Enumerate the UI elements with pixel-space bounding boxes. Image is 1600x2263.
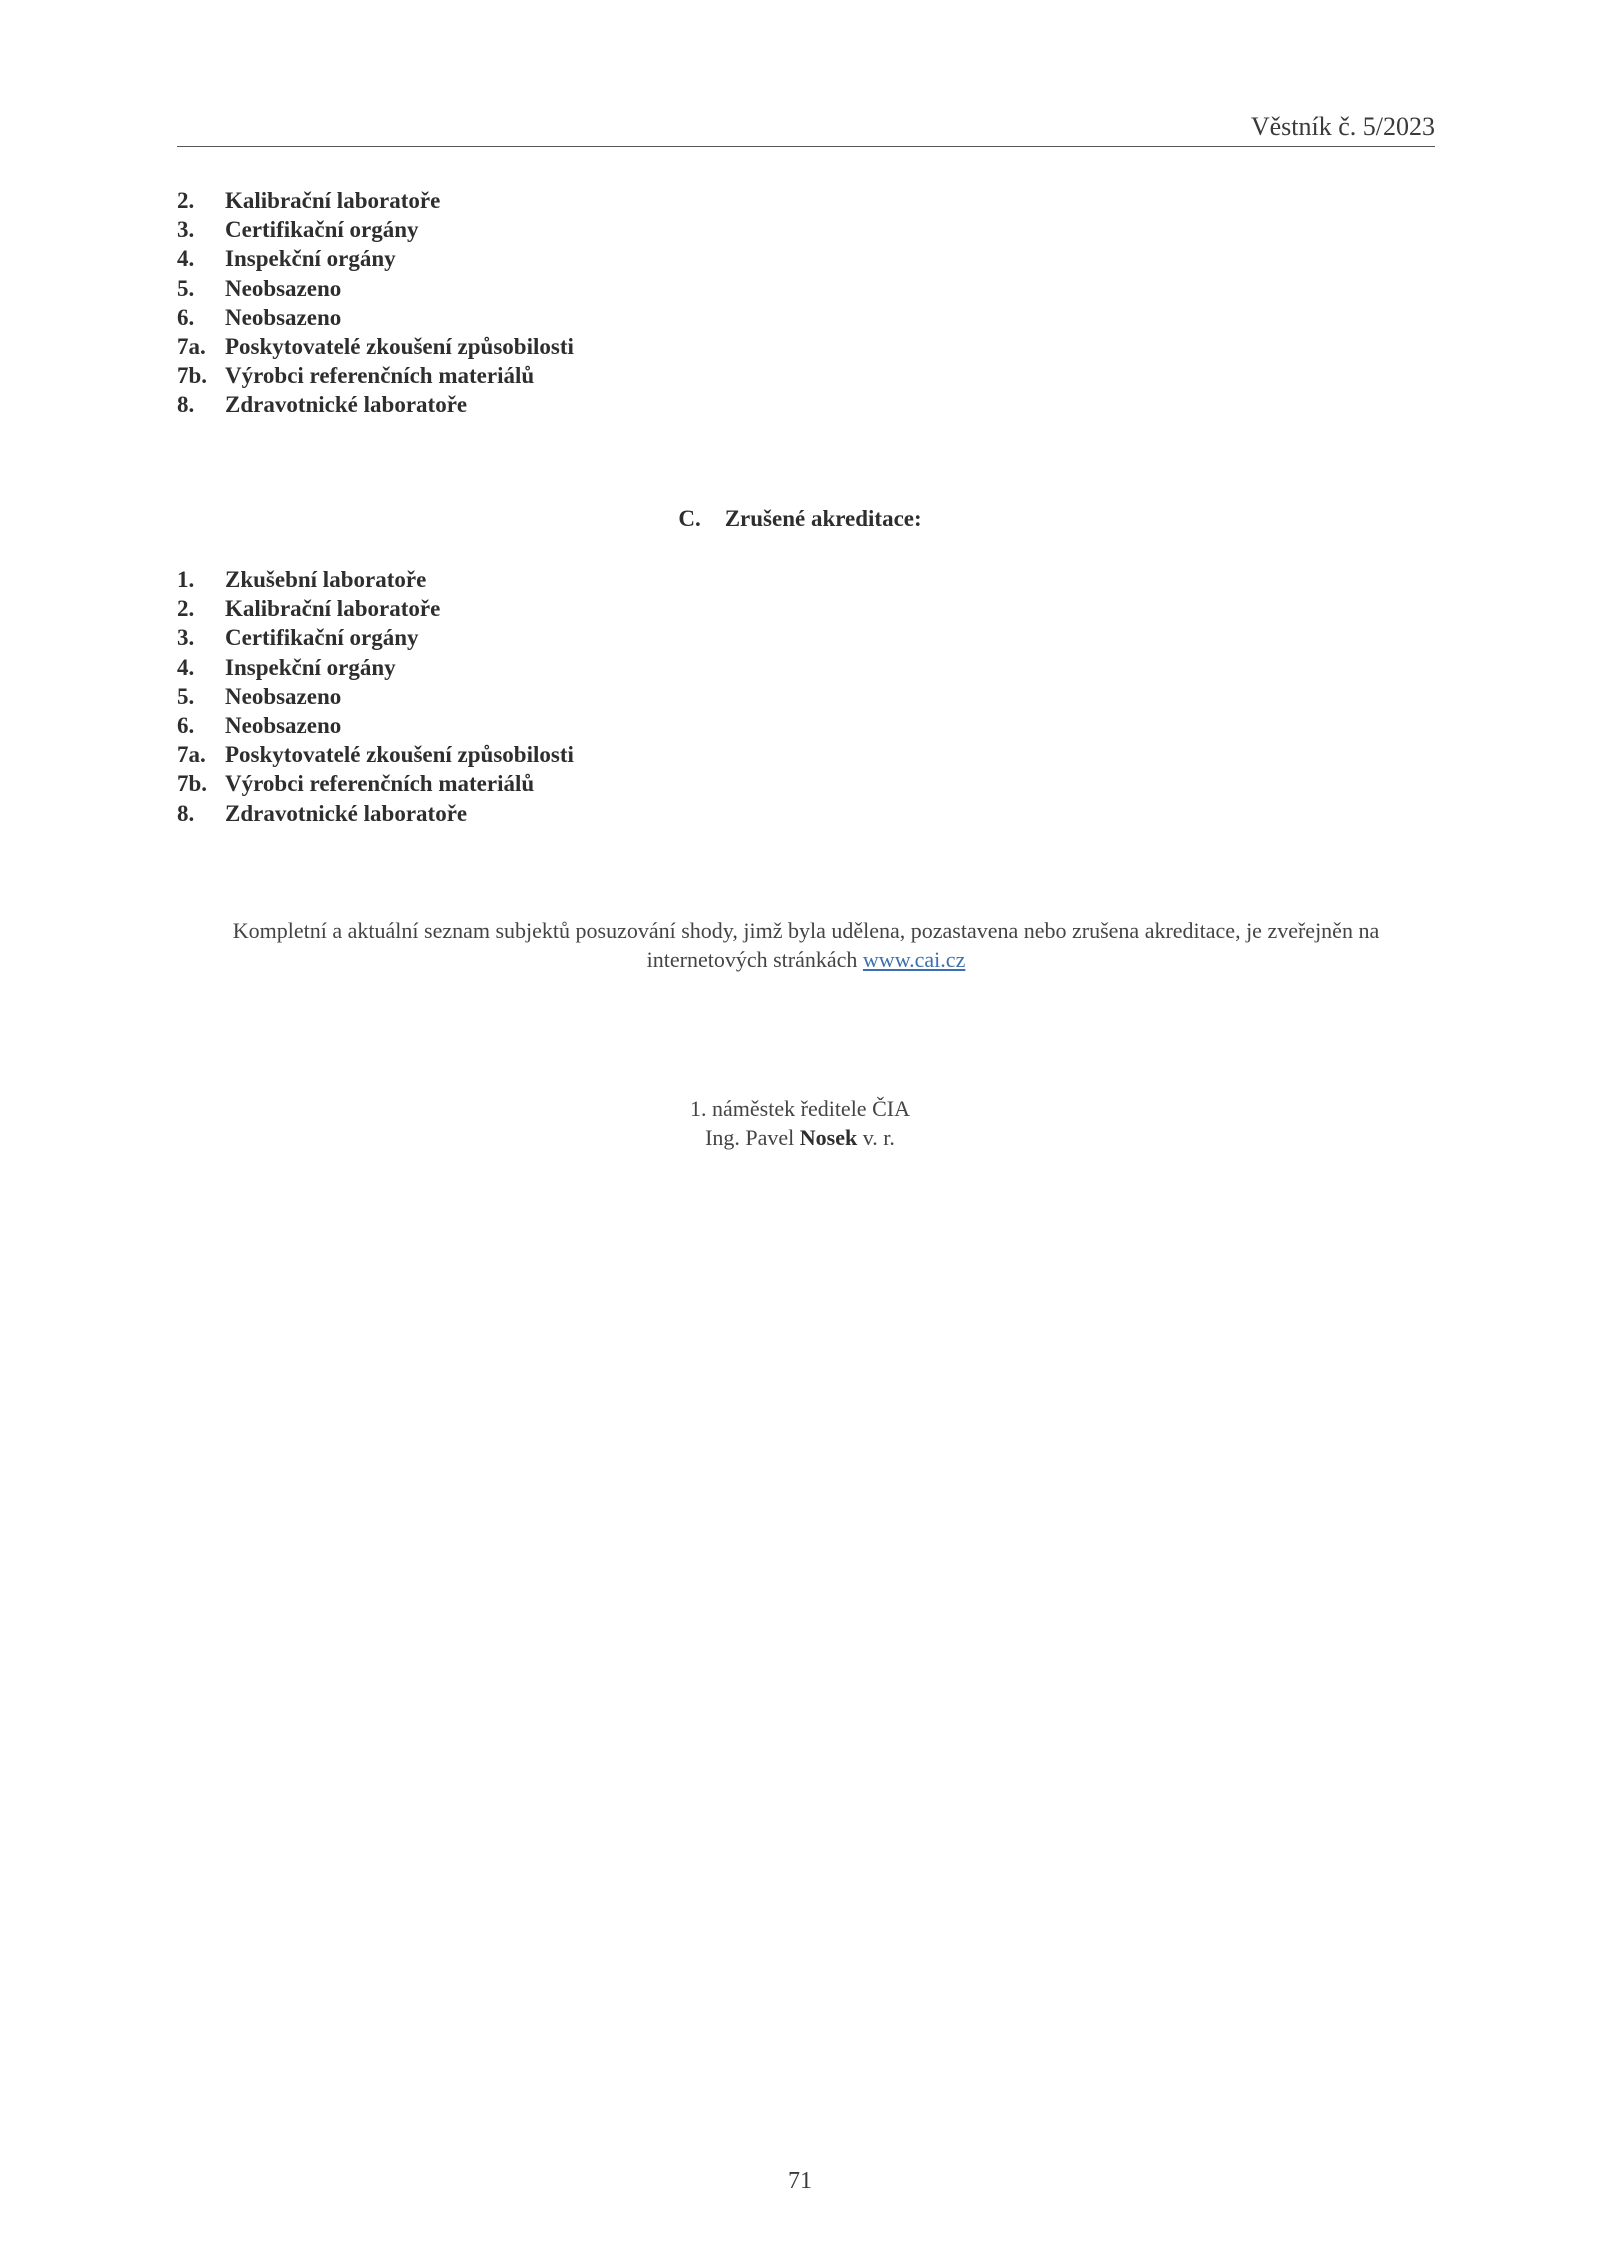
signatory-name [0,1123,1600,1152]
notice-paragraph [177,916,1435,974]
item-number: 2. [177,188,195,213]
list-item [177,186,574,215]
list-item [177,594,574,623]
item-label: Poskytovatelé zkoušení způsobilosti [225,334,574,360]
section-title: Zrušené akreditace: [724,506,922,531]
item-number: 3. [177,217,195,243]
item-number: 1. [177,567,195,592]
list-item [177,361,574,390]
notice-text: Kompletní a aktuální seznam subjektů posuzování shody, jimž byla udělena, pozastavena nebo zrušena akreditace, je zveřejněn na internetových stránkách [232,918,1380,972]
category-list-continued [177,186,574,420]
page-number: 71 [788,2168,812,2194]
list-item [177,682,574,711]
list-item [177,274,574,303]
list-item [177,623,574,652]
item-label: Zdravotnické laboratoře [225,392,468,418]
item-label: Certifikační orgány [225,217,419,243]
item-number: 6. [177,304,195,330]
header-rule [177,146,1435,147]
item-label: Kalibrační laboratoře [225,596,441,622]
list-item [177,769,574,798]
section-letter: C. [678,506,701,531]
list-item [177,215,574,244]
list-item [177,244,574,273]
item-number: 2. [177,596,195,622]
cancelled-accreditations-list [177,565,574,828]
item-number: 3. [177,625,195,651]
item-number: 5. [177,275,195,301]
section-heading-c [0,506,1600,532]
signatory-surname: Nosek [799,1125,858,1150]
item-number: 7a. [177,742,206,768]
item-label: Výrobci referenčních materiálů [225,363,535,389]
list-item [177,653,574,682]
item-number: 7b. [177,771,208,797]
item-label: Neobsazeno [225,713,342,739]
item-number: 7b. [177,363,208,389]
item-number: 5. [177,683,195,709]
signatory-name-prefix: Ing. Pavel [705,1125,795,1150]
item-label: Inspekční orgány [225,654,396,680]
item-label: Kalibrační laboratoře [225,188,441,213]
signature-block [0,1094,1600,1152]
item-label: Neobsazeno [225,683,342,709]
signatory-role: 1. náměstek ředitele ČIA [690,1096,910,1121]
item-number: 6. [177,713,195,739]
item-label: Certifikační orgány [225,625,419,651]
item-label: Zdravotnické laboratoře [225,800,468,826]
item-label: Inspekční orgány [225,246,396,272]
list-item [177,711,574,740]
item-number: 4. [177,246,195,272]
signatory-suffix: v. r. [862,1125,895,1150]
item-label: Neobsazeno [225,304,342,330]
list-item [177,565,574,594]
list-item [177,303,574,332]
list-item [177,390,574,419]
cai-website-link[interactable]: www.cai.cz [862,947,966,972]
item-label: Neobsazeno [225,275,342,301]
header-title: Věstník č. 5/2023 [1250,112,1435,141]
item-number: 7a. [177,334,206,360]
list-item [177,799,574,828]
item-number: 8. [177,800,195,826]
item-number: 4. [177,654,195,680]
list-item [177,332,574,361]
item-number: 8. [177,392,195,418]
item-label: Výrobci referenčních materiálů [225,771,535,797]
list-item [177,740,574,769]
item-label: Zkušební laboratoře [225,567,427,592]
item-label: Poskytovatelé zkoušení způsobilosti [225,742,574,768]
